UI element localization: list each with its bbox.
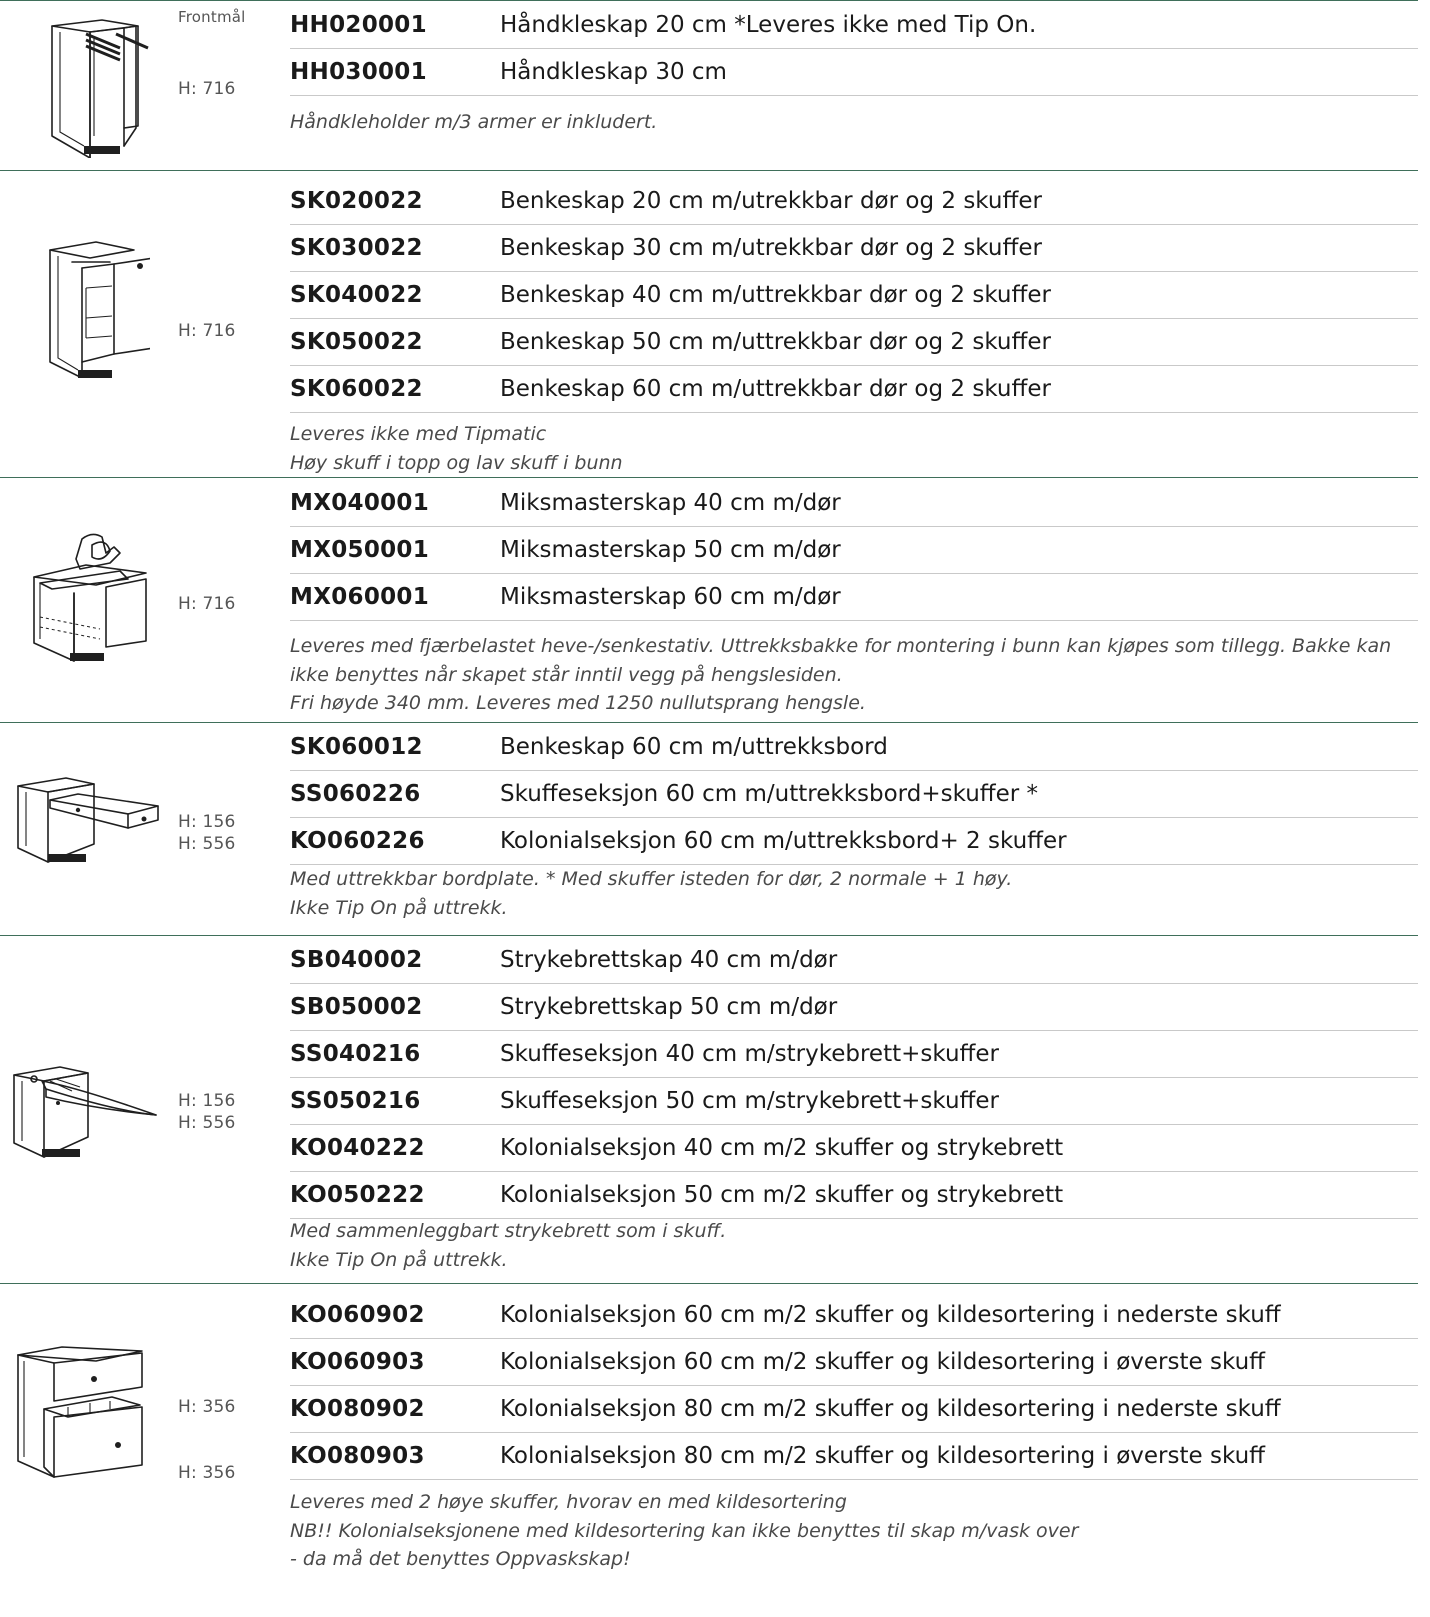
note-line: NB!! Kolonialseksjonene med kildesortering kan ikke benyttes til skap m/vask over bbox=[290, 1519, 1079, 1542]
height-label: H: 556 bbox=[178, 1113, 236, 1133]
product-section bbox=[0, 477, 1430, 722]
note-line: Fri høyde 340 mm. Leveres med 1250 nullutsprang hengsle. bbox=[290, 692, 866, 714]
product-description: Benkeskap 50 cm m/uttrekkbar dør og 2 skuffer bbox=[500, 329, 1051, 355]
section-note bbox=[290, 632, 1420, 718]
product-description: Miksmasterskap 40 cm m/dør bbox=[500, 490, 841, 516]
product-code: SK060022 bbox=[290, 376, 423, 402]
ironing-board-cabinet-drawing bbox=[6, 1051, 166, 1166]
product-description: Skuffeseksjon 60 cm m/uttrekksbord+skuffer * bbox=[500, 781, 1039, 807]
row-divider bbox=[290, 412, 1418, 413]
height-label: H: 716 bbox=[178, 594, 236, 614]
towel-cabinet-drawing bbox=[20, 8, 155, 158]
product-code: HH030001 bbox=[290, 59, 427, 85]
note-line: Leveres med fjærbelastet heve-/senkestativ. Uttrekksbakke for montering i bunn kan kjøpes som tillegg. Bakke kan bbox=[290, 635, 1392, 657]
height-label: H: 356 bbox=[178, 1463, 236, 1483]
product-description: Benkeskap 20 cm m/utrekkbar dør og 2 skuffer bbox=[500, 188, 1042, 214]
product-section bbox=[0, 722, 1430, 935]
product-code: SB050002 bbox=[290, 994, 423, 1020]
product-description: Kolonialseksjon 50 cm m/2 skuffer og strykebrett bbox=[500, 1182, 1064, 1208]
product-code: KO080903 bbox=[290, 1443, 425, 1469]
product-row bbox=[290, 1125, 1418, 1172]
height-label: H: 156 bbox=[178, 812, 236, 832]
product-code: SS060226 bbox=[290, 781, 421, 807]
product-description: Skuffeseksjon 40 cm m/strykebrett+skuffer bbox=[500, 1041, 1000, 1067]
section-note bbox=[290, 108, 1420, 137]
height-label: H: 356 bbox=[178, 1397, 236, 1417]
product-description: Benkeskap 40 cm m/uttrekkbar dør og 2 skuffer bbox=[500, 282, 1051, 308]
product-row bbox=[290, 225, 1418, 272]
product-description: Kolonialseksjon 60 cm m/uttrekksbord+ 2 skuffer bbox=[500, 828, 1067, 854]
product-section bbox=[0, 170, 1430, 477]
product-description: Håndkleskap 30 cm bbox=[500, 59, 727, 85]
product-row bbox=[290, 480, 1418, 527]
product-row bbox=[290, 272, 1418, 319]
product-row bbox=[290, 574, 1418, 621]
product-code: SB040002 bbox=[290, 947, 423, 973]
note-line: Ikke Tip On på uttrekk. bbox=[290, 896, 508, 919]
section-note bbox=[290, 1488, 1420, 1574]
product-row bbox=[290, 1292, 1418, 1339]
product-section bbox=[0, 0, 1430, 170]
product-description: Kolonialseksjon 80 cm m/2 skuffer og kildesortering i nederste skuff bbox=[500, 1396, 1281, 1422]
product-description: Skuffeseksjon 50 cm m/strykebrett+skuffer bbox=[500, 1088, 1000, 1114]
base-cabinet-pullout-drawing bbox=[10, 228, 150, 378]
product-code: SS050216 bbox=[290, 1088, 421, 1114]
row-divider bbox=[290, 620, 1418, 621]
product-code: KO080902 bbox=[290, 1396, 425, 1422]
section-divider bbox=[0, 477, 1418, 478]
note-line: Leveres ikke med Tipmatic bbox=[290, 423, 547, 445]
product-code: KO050222 bbox=[290, 1182, 425, 1208]
product-description: Kolonialseksjon 40 cm m/2 skuffer og strykebrett bbox=[500, 1135, 1064, 1161]
row-divider bbox=[290, 95, 1418, 96]
section-divider bbox=[0, 722, 1418, 723]
product-row bbox=[290, 1078, 1418, 1125]
note-line: Håndkleholder m/3 armer er inkludert. bbox=[290, 111, 658, 133]
height-label: H: 716 bbox=[178, 79, 236, 99]
product-code: SK060012 bbox=[290, 734, 423, 760]
section-note bbox=[290, 865, 1420, 922]
pullout-table-cabinet-drawing bbox=[8, 762, 168, 872]
note-line: Med sammenleggbart strykebrett som i skuff. bbox=[290, 1220, 727, 1242]
product-description: Håndkleskap 20 cm *Leveres ikke med Tip On. bbox=[500, 12, 1037, 38]
sorting-drawer-cabinet-drawing bbox=[10, 1331, 160, 1481]
section-divider bbox=[0, 170, 1418, 171]
product-code: MX060001 bbox=[290, 584, 430, 610]
mixer-cabinet-drawing bbox=[10, 523, 160, 663]
product-code: HH020001 bbox=[290, 12, 427, 38]
product-row bbox=[290, 818, 1418, 865]
product-description: Strykebrettskap 50 cm m/dør bbox=[500, 994, 838, 1020]
product-code: SK050022 bbox=[290, 329, 423, 355]
product-row bbox=[290, 937, 1418, 984]
product-row bbox=[290, 724, 1418, 771]
row-divider bbox=[290, 1479, 1418, 1480]
product-code: SK030022 bbox=[290, 235, 423, 261]
product-row bbox=[290, 49, 1418, 96]
product-row bbox=[290, 1031, 1418, 1078]
note-line: Med uttrekkbar bordplate. * Med skuffer isteden for dør, 2 normale + 1 høy. bbox=[290, 868, 1013, 890]
product-row bbox=[290, 527, 1418, 574]
product-code: KO060902 bbox=[290, 1302, 425, 1328]
note-line: Ikke Tip On på uttrekk. bbox=[290, 1248, 508, 1271]
product-code: KO060903 bbox=[290, 1349, 425, 1375]
product-section bbox=[0, 935, 1430, 1283]
note-line: Høy skuff i topp og lav skuff i bunn bbox=[290, 451, 623, 474]
product-code: SK040022 bbox=[290, 282, 423, 308]
note-line: - da må det benyttes Oppvaskskap! bbox=[290, 1548, 631, 1570]
product-row bbox=[290, 1339, 1418, 1386]
product-description: Kolonialseksjon 60 cm m/2 skuffer og kildesortering i øverste skuff bbox=[500, 1349, 1265, 1375]
product-description: Miksmasterskap 50 cm m/dør bbox=[500, 537, 841, 563]
product-row bbox=[290, 1433, 1418, 1480]
section-note bbox=[290, 1217, 1420, 1274]
section-divider bbox=[0, 935, 1418, 936]
product-row bbox=[290, 319, 1418, 366]
product-section bbox=[0, 1283, 1430, 1617]
section-note bbox=[290, 420, 1420, 477]
product-row bbox=[290, 1172, 1418, 1219]
product-description: Kolonialseksjon 60 cm m/2 skuffer og kildesortering i nederste skuff bbox=[500, 1302, 1281, 1328]
product-row bbox=[290, 2, 1418, 49]
front-measure-label: Frontmål bbox=[178, 8, 246, 26]
product-code: MX040001 bbox=[290, 490, 430, 516]
section-divider bbox=[0, 0, 1418, 1]
product-description: Miksmasterskap 60 cm m/dør bbox=[500, 584, 841, 610]
product-description: Strykebrettskap 40 cm m/dør bbox=[500, 947, 838, 973]
product-row bbox=[290, 984, 1418, 1031]
product-row bbox=[290, 771, 1418, 818]
product-row bbox=[290, 1386, 1418, 1433]
section-divider bbox=[0, 1283, 1418, 1284]
product-description: Benkeskap 30 cm m/utrekkbar dør og 2 skuffer bbox=[500, 235, 1042, 261]
note-line: ikke benyttes når skapet står inntil vegg på hengslesiden. bbox=[290, 663, 843, 686]
product-description: Benkeskap 60 cm m/uttrekkbar dør og 2 skuffer bbox=[500, 376, 1051, 402]
product-code: SS040216 bbox=[290, 1041, 421, 1067]
product-row bbox=[290, 178, 1418, 225]
product-description: Kolonialseksjon 80 cm m/2 skuffer og kildesortering i øverste skuff bbox=[500, 1443, 1265, 1469]
product-description: Benkeskap 60 cm m/uttrekksbord bbox=[500, 734, 888, 760]
note-line: Leveres med 2 høye skuffer, hvorav en med kildesortering bbox=[290, 1491, 847, 1513]
product-code: KO060226 bbox=[290, 828, 425, 854]
product-code: SK020022 bbox=[290, 188, 423, 214]
product-row bbox=[290, 366, 1418, 413]
product-code: KO040222 bbox=[290, 1135, 425, 1161]
height-label: H: 716 bbox=[178, 321, 236, 341]
product-code: MX050001 bbox=[290, 537, 430, 563]
height-label: H: 556 bbox=[178, 834, 236, 854]
height-label: H: 156 bbox=[178, 1091, 236, 1111]
